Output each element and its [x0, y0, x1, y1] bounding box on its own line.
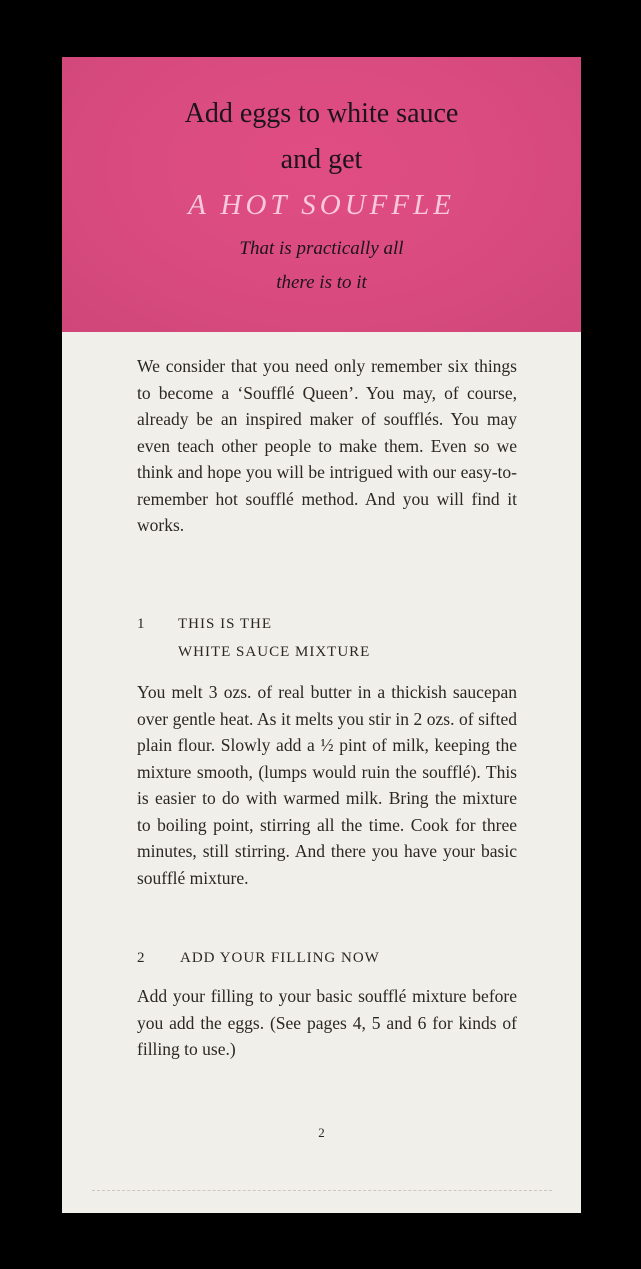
section-1-paragraph: You melt 3 ozs. of real butter in a thickish saucepan over gentle heat. As it melts you stir in 2 ozs. of sifted plain flour. Slowly add a ½ pint of milk, keeping the mixture smooth, (lumps would ruin the soufflé). This is easier to do with warmed milk. Bring the mixture to boiling point, stirring all the time. Cook for three minutes, still stirring. And there you have your basic soufflé mixture. [137, 682, 517, 888]
intro-paragraph: We consider that you need only remember six things to become a ‘Soufflé Queen’. You may, of course, already be an inspired maker of soufflés. You may even teach other people to make them. Even so we think and hope you will be intrigued with our easy-to-remember hot soufflé method. And you will find it works. [137, 356, 517, 535]
section-2-number: 2 [137, 950, 146, 966]
page-number: 2 [318, 1125, 325, 1140]
header-line-2: and get [280, 144, 363, 175]
leaflet-page [62, 57, 581, 1213]
section-2-paragraph: Add your filling to your basic soufflé mixture before you add the eggs. (See pages 4, 5 and 6 for kinds of filling to use.) [137, 986, 517, 1059]
pink-header-panel [62, 57, 581, 332]
header-subtitle-1: That is practically all [239, 238, 404, 259]
section-1-number: 1 [137, 616, 146, 632]
section-1-heading-line-1: THIS IS THE [178, 616, 273, 632]
header-line-1: Add eggs to white sauce [184, 98, 459, 129]
header-title: A HOT SOUFFLE [188, 189, 455, 221]
header-subtitle-2: there is to it [276, 272, 367, 293]
dotted-fold-line [92, 1190, 552, 1191]
section-1-heading-line-2: WHITE SAUCE MIXTURE [178, 644, 371, 660]
section-2-heading: ADD YOUR FILLING NOW [180, 950, 380, 966]
